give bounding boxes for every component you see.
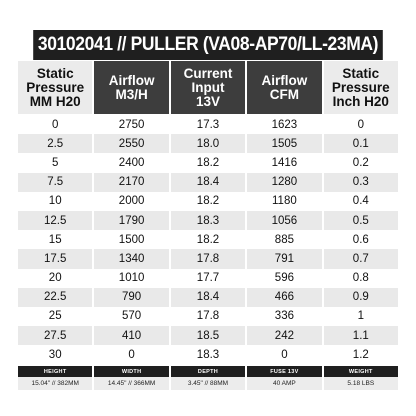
column-airflow-m3h [94,115,168,364]
table-cell: 791 [247,249,321,268]
footer-label: HEIGHT [18,366,92,377]
table-cell: 0.5 [324,211,398,230]
footer-label: WEIGHT [324,366,398,377]
column-current-input [171,115,245,364]
header-line: Current [183,65,233,81]
header-line: M3/H [115,86,148,102]
table-cell: 0.7 [324,249,398,268]
header-line: Input [191,79,225,95]
footer-label: WIDTH [94,366,168,377]
footer-value: 14.45" // 366MM [94,377,168,390]
table-cell: 1500 [94,230,168,249]
header-airflow-cfm [247,61,321,114]
footer-label: DEPTH [171,366,245,377]
header-line: CFM [269,86,300,102]
table-cell: 1340 [94,249,168,268]
table-cell: 1790 [94,211,168,230]
table-cell: 0.4 [324,192,398,211]
table-cell: 17.8 [171,249,245,268]
table-cell: 5 [18,153,92,172]
table-cell: 1.1 [324,326,398,345]
footer-value: 3.45" // 88MM [171,377,245,390]
table-cell: 18.2 [171,230,245,249]
table-cell: 1 [324,307,398,326]
table-cell: 18.2 [171,153,245,172]
table-cell: 18.3 [171,345,245,364]
table-cell: 2000 [94,192,168,211]
table-cell: 2550 [94,134,168,153]
table-cell: 17.3 [171,115,245,134]
header-airflow-m3h [94,61,168,114]
table-cell: 18.5 [171,326,245,345]
column-static-pressure-inch [324,115,398,364]
table-cell: 0 [94,345,168,364]
table-cell: 1010 [94,269,168,288]
table-cell: 10 [18,192,92,211]
spec-table [18,30,398,390]
table-cell: 17.8 [171,307,245,326]
table-cell: 1505 [247,134,321,153]
footer-labels [18,366,398,377]
table-cell: 1056 [247,211,321,230]
header-line: Pressure [26,79,85,95]
footer-value: 40 AMP [247,377,321,390]
table-cell: 0 [247,345,321,364]
table-cell: 2400 [94,153,168,172]
header-line: 13V [195,93,220,109]
table-cell: 18.4 [171,173,245,192]
header-row [18,61,398,114]
footer-label: FUSE 13V [247,366,321,377]
header-static-pressure-mm [18,61,92,114]
table-cell: 242 [247,326,321,345]
table-cell: 18.4 [171,288,245,307]
table-cell: 0.9 [324,288,398,307]
table-cell: 596 [247,269,321,288]
table-cell: 0 [18,115,92,134]
table-cell: 2.5 [18,134,92,153]
table-cell: 0.8 [324,269,398,288]
footer-value: 15.04" // 382MM [18,377,92,390]
table-cell: 466 [247,288,321,307]
table-body [18,115,398,364]
table-cell: 336 [247,307,321,326]
table-cell: 0.1 [324,134,398,153]
table-cell: 0.3 [324,173,398,192]
table-cell: 0 [324,115,398,134]
table-cell: 1416 [247,153,321,172]
table-cell: 18.0 [171,134,245,153]
header-line: Static [36,65,74,81]
column-airflow-cfm [247,115,321,364]
table-cell: 15 [18,230,92,249]
table-cell: 410 [94,326,168,345]
table-title: 30102041 // PULLER (VA08-AP70/LL-23MA) [33,30,383,60]
footer-values [18,377,398,390]
table-cell: 1.2 [324,345,398,364]
table-cell: 0.2 [324,153,398,172]
table-cell: 885 [247,230,321,249]
table-cell: 20 [18,269,92,288]
header-line: Airflow [108,72,155,88]
table-cell: 25 [18,307,92,326]
column-static-pressure-mm [18,115,92,364]
header-line: Static [342,65,380,81]
table-cell: 1280 [247,173,321,192]
table-cell: 17.7 [171,269,245,288]
table-cell: 12.5 [18,211,92,230]
table-cell: 18.2 [171,192,245,211]
table-cell: 22.5 [18,288,92,307]
table-cell: 1180 [247,192,321,211]
table-cell: 570 [94,307,168,326]
table-cell: 18.3 [171,211,245,230]
header-line: MM H20 [29,93,81,109]
table-cell: 1623 [247,115,321,134]
header-line: Airflow [261,72,308,88]
table-cell: 7.5 [18,173,92,192]
header-current-input [171,61,245,114]
footer-value: 5.18 LBS [324,377,398,390]
table-cell: 2750 [94,115,168,134]
table-cell: 2170 [94,173,168,192]
header-line: Pressure [331,79,390,95]
table-cell: 17.5 [18,249,92,268]
table-cell: 27.5 [18,326,92,345]
header-static-pressure-inch [324,61,398,114]
table-cell: 0.6 [324,230,398,249]
header-line: Inch H20 [332,93,389,109]
table-cell: 790 [94,288,168,307]
table-cell: 30 [18,345,92,364]
